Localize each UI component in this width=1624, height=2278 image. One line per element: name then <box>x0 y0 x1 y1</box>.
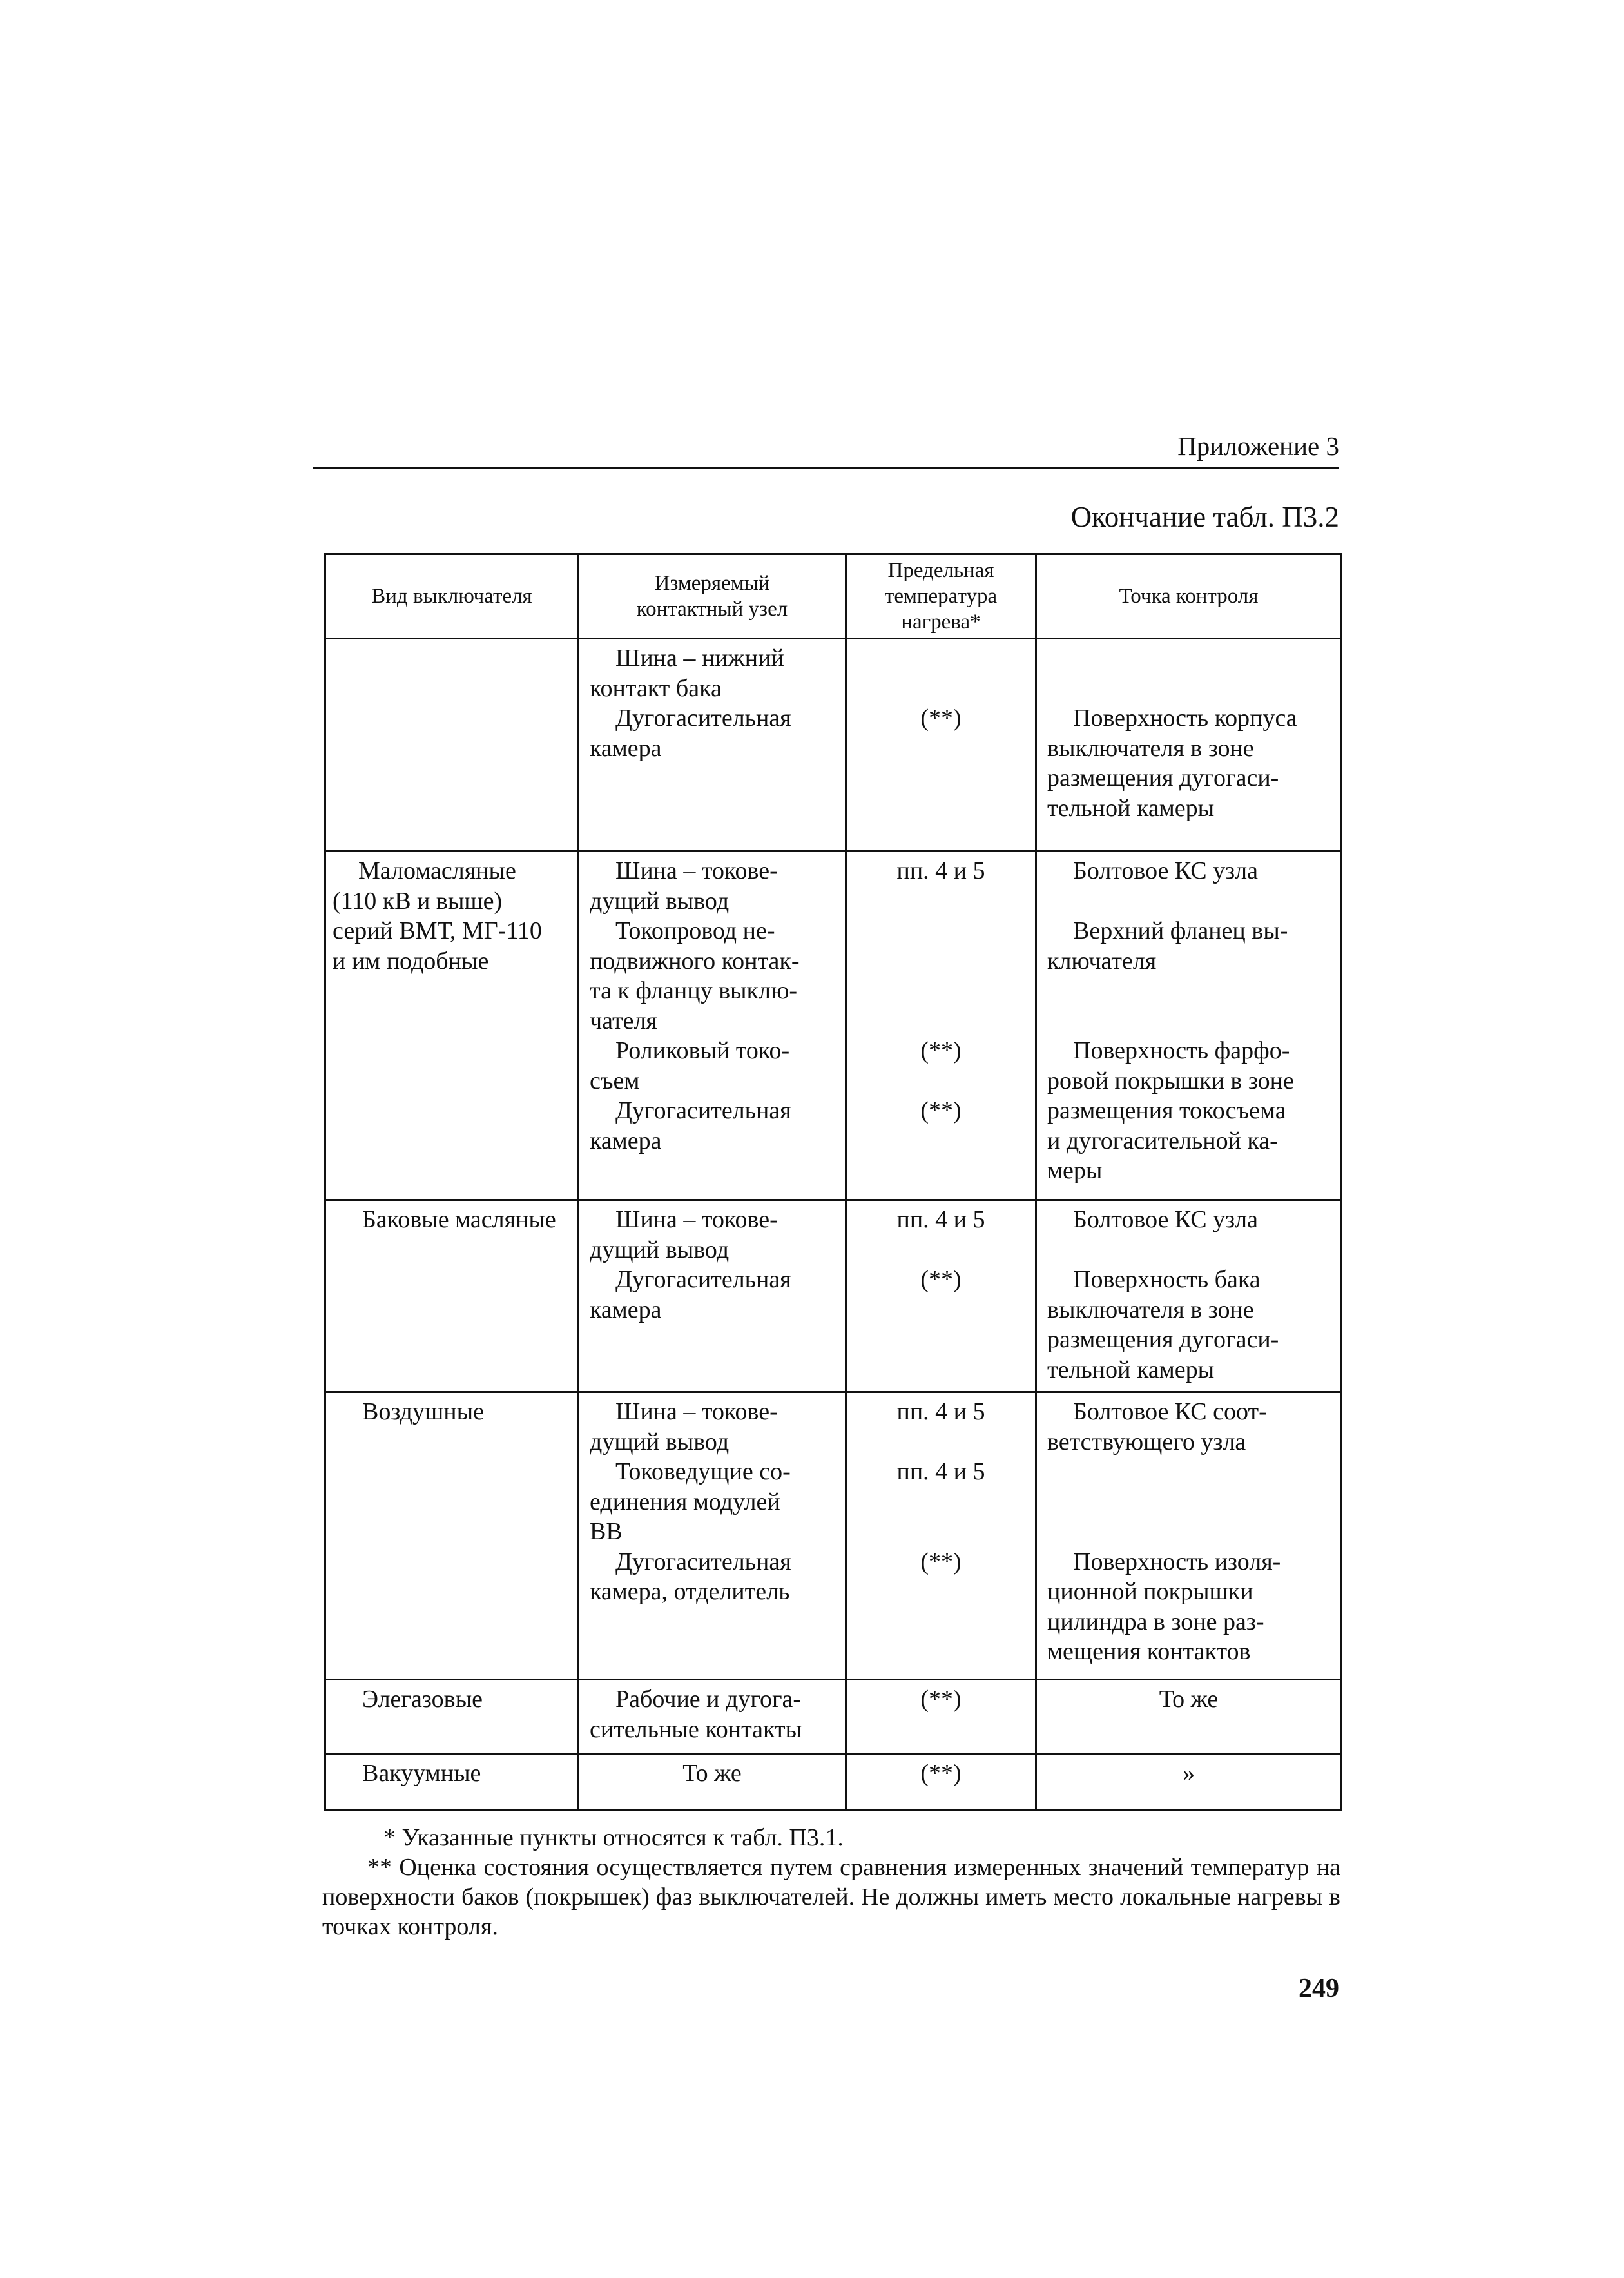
footnotes <box>322 1823 1340 1942</box>
cell-breaker-type: Воздушные <box>325 1392 579 1680</box>
breaker-contact-table <box>324 553 1342 1811</box>
cell-breaker-type <box>325 639 579 852</box>
cell-control-point: Болтовое КС узла Поверхность бака выключателя в зоне размещения дугогаси- тельной камеры <box>1036 1200 1342 1392</box>
table-row <box>325 1754 1342 1811</box>
footnote-1: * Указанные пункты относятся к табл. П3.1. <box>383 1824 844 1851</box>
cell-breaker-type: Маломасляные (110 кВ и выше) серий ВМТ, МГ-110 и им подобные <box>325 852 579 1200</box>
cell-measured-node: Шина – токове- дущий вывод Токоведущие со- единения модулей ВВ Дугогасительная камера, отделитель <box>579 1392 846 1680</box>
cell-breaker-type: Вакуумные <box>325 1754 579 1811</box>
cell-measured-node: Шина – токове- дущий вывод Токопровод не- подвижного контак- та к фланцу выклю- чателя Роликовый токо- съем Дугогасительная камера <box>579 852 846 1200</box>
cell-control-point: Болтовое КС узла Верхний фланец вы- ключателя Поверхность фарфо- ровой покрышки в зоне размещения токосъема и дугогасительной ка- меры <box>1036 852 1342 1200</box>
header-rule <box>313 467 1339 469</box>
cell-control-point: Поверхность корпуса выключателя в зоне размещения дугогаси- тельной камеры <box>1036 639 1342 852</box>
cell-control-point: То же <box>1036 1680 1342 1754</box>
cell-breaker-type: Элегазовые <box>325 1680 579 1754</box>
cell-measured-node: Рабочие и дугога- сительные контакты <box>579 1680 846 1754</box>
table-header-row <box>325 554 1342 639</box>
cell-max-temperature: (**) <box>846 639 1036 852</box>
cell-measured-node: Шина – нижний контакт бака Дугогасительная камера <box>579 639 846 852</box>
table-row <box>325 852 1342 1200</box>
header-measured-node: Измеряемый контактный узел <box>579 554 846 639</box>
table-row <box>325 1680 1342 1754</box>
cell-max-temperature: пп. 4 и 5 (**) <box>846 1200 1036 1392</box>
cell-measured-node: То же <box>579 1754 846 1811</box>
section-label: Приложение 3 <box>1177 431 1339 461</box>
table-row <box>325 639 1342 852</box>
footnote-2: ** Оценка состояния осуществляется путем сравнения измеренных значений температур на поверхности баков (покрышек) фаз выключателей. Не должны иметь место локальные нагревы в точках контроля. <box>322 1854 1340 1940</box>
table-row <box>325 1200 1342 1392</box>
cell-control-point: Болтовое КС соот- ветствующего узла Поверхность изоля- ционной покрышки цилиндра в зоне раз- мещения контактов <box>1036 1392 1342 1680</box>
header-breaker-type: Вид выключателя <box>325 554 579 639</box>
page-number: 249 <box>1299 1974 1339 2003</box>
table-row <box>325 1392 1342 1680</box>
header-max-temperature: Предельная температура нагрева* <box>846 554 1036 639</box>
cell-breaker-type: Баковые масляные <box>325 1200 579 1392</box>
cell-max-temperature: (**) <box>846 1680 1036 1754</box>
cell-max-temperature: (**) <box>846 1754 1036 1811</box>
cell-max-temperature: пп. 4 и 5 (**) (**) <box>846 852 1036 1200</box>
cell-max-temperature: пп. 4 и 5 пп. 4 и 5 (**) <box>846 1392 1036 1680</box>
table-caption: Окончание табл. П3.2 <box>1070 501 1339 533</box>
cell-measured-node: Шина – токове- дущий вывод Дугогасительная камера <box>579 1200 846 1392</box>
cell-control-point: » <box>1036 1754 1342 1811</box>
header-control-point: Точка контроля <box>1036 554 1342 639</box>
